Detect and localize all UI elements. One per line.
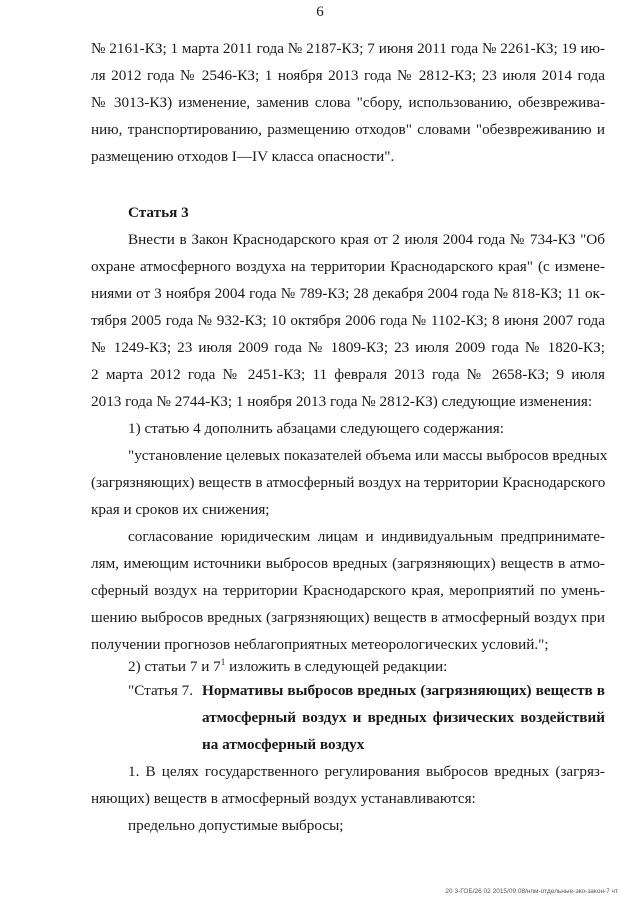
text-line: ниями от 3 ноября 2004 года № 789-КЗ; 28 декабря 2004 года № 818-КЗ; 11 ок- [91, 285, 605, 302]
text-line: 1. В целях государственного регулирования выбросов вредных (загряз- [128, 763, 605, 780]
text-line: ля 2012 года № 2546-КЗ; 1 ноября 2013 года № 2812-КЗ; 23 июля 2014 года [91, 67, 605, 84]
quote-line: (загрязняющих) веществ в атмосферный воздух на территории Краснодарского [91, 474, 606, 491]
text-line: охране атмосферного воздуха на территории Краснодарского края" (с измене- [91, 258, 605, 275]
page-number: 6 [316, 4, 324, 20]
text-line: 2013 года № 2744-КЗ; 1 ноября 2013 года № 2812-КЗ) следующие изменения: [91, 393, 593, 410]
text-line: размещению отходов I—IV класса опасности". [91, 148, 395, 165]
item-2-suffix: изложить в следующей редакции: [225, 658, 448, 675]
text-line: № 1249-КЗ; 23 июля 2009 года № 1809-КЗ; 23 июля 2009 года № 1820-КЗ; [91, 339, 605, 356]
quote-line: "установление целевых показателей объема или массы выбросов вредных [128, 447, 608, 464]
quote-line: шению выбросов вредных (загрязняющих) веществ в атмосферный воздух при [91, 609, 605, 626]
text-line: Внести в Закон Краснодарского края от 2 июля 2004 года № 734-КЗ "Об [128, 231, 605, 248]
quote-line: сферный воздух на территории Краснодарского края, мероприятий по умень- [91, 582, 605, 599]
text-line: 2 марта 2012 года № 2451-КЗ; 11 февраля 2013 года № 2658-КЗ; 9 июля [91, 366, 605, 383]
quote-line: лям, имеющим источники выбросов вредных (загрязняющих) веществ в атмо- [91, 555, 605, 572]
item-2-prefix: 2) статьи 7 и 7 [128, 658, 221, 675]
text-line: няющих) веществ в атмосферный воздух устанавливаются: [91, 790, 476, 807]
text-line: № 3013-КЗ) изменение, заменив слова "сбору, использованию, обезврежива- [91, 94, 605, 111]
text-line: предельно допустимые выбросы; [128, 817, 344, 834]
quote-line: согласование юридическим лицам и индивидуальным предпринимате- [128, 528, 605, 545]
quote-line: края и сроков их снижения; [91, 501, 270, 518]
article-7-label: "Статья 7. [128, 682, 194, 699]
item-2 [128, 657, 605, 677]
item-1: 1) статью 4 дополнить абзацами следующего содержания: [128, 420, 504, 437]
text-line: нию, транспортированию, размещению отходов" словами "обезвреживанию и [91, 121, 605, 138]
text-line: № 2161-КЗ; 1 марта 2011 года № 2187-КЗ; 7 июня 2011 года № 2261-КЗ; 19 ию- [91, 40, 605, 57]
article-7-title-line: на атмосферный воздух [202, 736, 365, 753]
quote-line: получении прогнозов неблагоприятных метеорологических условий."; [91, 636, 549, 653]
article-3-heading: Статья 3 [128, 204, 189, 221]
article-7-title-line: атмосферный воздух и вредных физических воздействий [202, 709, 605, 726]
text-line: тября 2005 года № 932-КЗ; 10 октября 2006 года № 1102-КЗ; 8 июня 2007 года [91, 312, 605, 329]
article-7-title-line: Нормативы выбросов вредных (загрязняющих) веществ в [202, 682, 605, 699]
footer-code: 20 3-ГОБ/26 02 2015/09 08/нпм-отдельные-эко-закон-7 чт [445, 888, 618, 895]
item-2-superscript: 1 [220, 656, 226, 667]
